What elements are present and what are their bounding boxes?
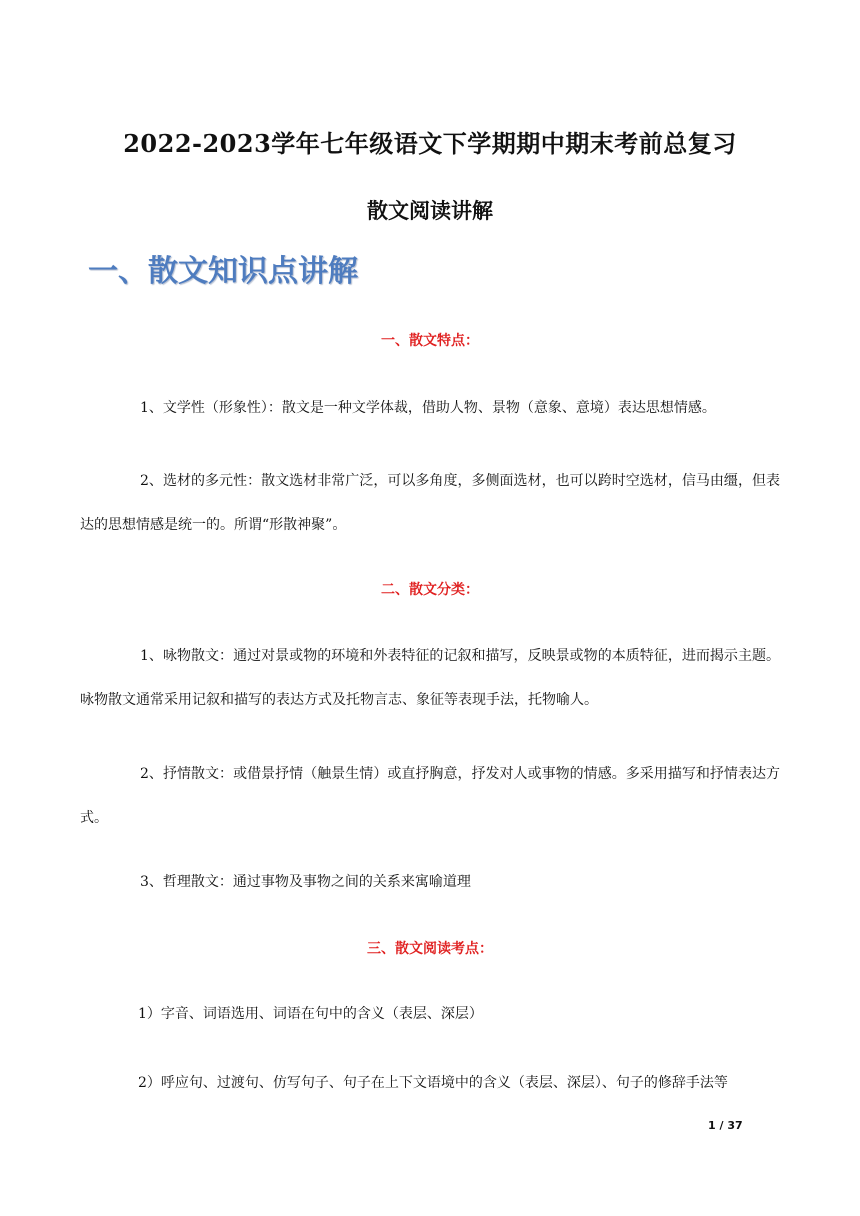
- section-heading: 一、散文知识点讲解: [88, 254, 358, 289]
- list-item: 1）字音、词语选用、词语在句中的含义（表层、深层）: [138, 1006, 483, 1022]
- sub-heading-features: 一、散文特点：: [381, 333, 479, 349]
- page-number: 1 / 37: [708, 1119, 743, 1132]
- sub-heading-categories: 二、散文分类：: [381, 582, 479, 598]
- list-item: 2）呼应句、过渡句、仿写句子、句子在上下文语境中的含义（表层、深层）、句子的修辞手法等: [138, 1075, 728, 1091]
- paragraph: 3、哲理散文：通过事物及事物之间的关系来寓喻道理: [140, 874, 471, 890]
- sub-heading-exam-points: 三、散文阅读考点：: [367, 941, 493, 957]
- paragraph: 2、选材的多元性：散文选材非常广泛，可以多角度，多侧面选材，也可以跨时空选材，信马由缰，但表达的思想情感是统一的。所谓“形散神聚”。: [80, 473, 780, 533]
- paragraph: 1、文学性（形象性）：散文是一种文学体裁，借助人物、景物（意象、意境）表达思想情感。: [140, 400, 716, 416]
- document-title: 2022-2023学年七年级语文下学期期中期末考前总复习: [123, 129, 737, 158]
- document-subtitle: 散文阅读讲解: [367, 198, 493, 223]
- paragraph: 1、咏物散文：通过对景或物的环境和外表特征的记叙和描写，反映景或物的本质特征，进而揭示主题。咏物散文通常采用记叙和描写的表达方式及托物言志、象征等表现手法，托物喻人。: [80, 648, 780, 708]
- paragraph: 2、抒情散文：或借景抒情（触景生情）或直抒胸意，抒发对人或事物的情感。多采用描写和抒情表达方式。: [80, 766, 780, 826]
